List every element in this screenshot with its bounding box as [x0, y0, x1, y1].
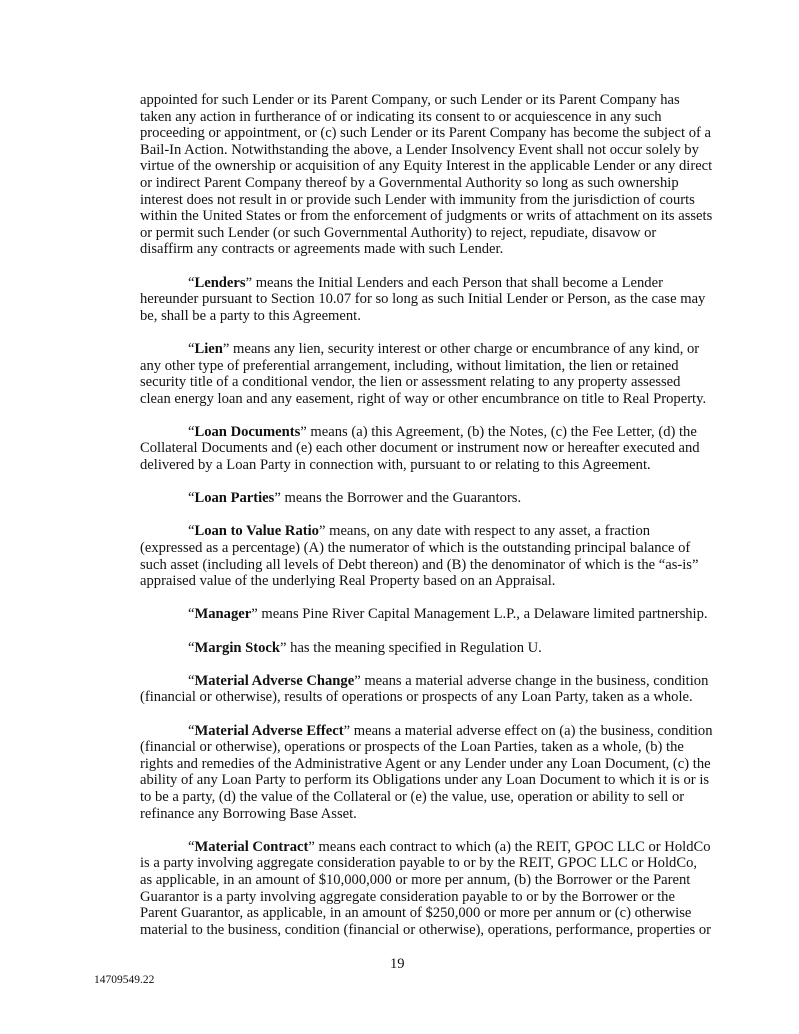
definition-text: ” means any lien, security interest or other charge or encumbrance of any kind, or: [222, 340, 700, 357]
definition-text: ” means (a) this Agreement, (b) the Notes, (c) the Fee Letter, (d) the: [300, 423, 697, 440]
text-line: Bail-In Action. Notwithstanding the above, a Lender Insolvency Event shall not occur solely by: [140, 141, 699, 158]
definition-first-line: [140, 673, 712, 690]
defined-term: Lenders: [194, 274, 246, 291]
definition-paragraph: [140, 424, 712, 474]
open-quote: “: [188, 639, 195, 656]
defined-term: Manager: [194, 606, 252, 623]
page-number: 19: [390, 956, 405, 972]
definition-first-line: [140, 275, 712, 292]
open-quote: “: [188, 423, 195, 440]
text-line: hereunder pursuant to Section 10.07 for so long as such Initial Lender or Person, as the case may: [140, 291, 706, 308]
text-line: or indirect Parent Company thereof by a Governmental Authority so long as such ownership: [140, 174, 679, 191]
text-line: appointed for such Lender or its Parent Company, or such Lender or its Parent Company has: [140, 92, 680, 108]
text-line: rights and remedies of the Administrative Agent or any Lender under any Loan Document, (c) the: [140, 755, 711, 772]
text-line: is a party involving aggregate consideration payable to or by the REIT, GPOC LLC or HoldCo,: [140, 855, 698, 872]
definition-first-line: [140, 839, 712, 856]
text-line: disaffirm any contracts or agreements made with such Lender.: [140, 241, 504, 258]
defined-term: Material Contract: [194, 838, 309, 855]
defined-term: Margin Stock: [194, 639, 281, 656]
text-line: delivered by a Loan Party in connection with, pursuant to or relating to this Agreement.: [140, 457, 651, 474]
defined-term: Material Adverse Change: [194, 672, 355, 689]
defined-term: Material Adverse Effect: [194, 722, 344, 739]
definition-first-line: [140, 490, 712, 507]
definition-text: ” means a material adverse effect on (a) the business, condition: [343, 722, 713, 739]
definition-text: ” means the Initial Lenders and each Person that shall become a Lender: [245, 274, 663, 291]
text-line: taken any action in furtherance of or indicating its consent to or acquiescence in any such: [140, 108, 662, 125]
definition-paragraph: [140, 341, 712, 407]
open-quote: “: [188, 490, 195, 507]
document-body: [140, 92, 712, 955]
open-quote: “: [188, 838, 195, 855]
text-line: Collateral Documents and (e) each other document or instrument now or hereafter executed and: [140, 440, 700, 457]
text-line: virtue of the ownership or acquisition of any Equity Interest in the applicable Lender or any direct: [140, 158, 713, 175]
definition-paragraph: [140, 606, 712, 623]
text-line: proceeding or appointment, or (c) such Lender or its Parent Company has become the subject of a: [140, 125, 712, 142]
text-line: any other type of preferential arrangement, including, without limitation, the lien or retained: [140, 357, 679, 374]
definition-first-line: [140, 606, 712, 623]
definition-first-line: [140, 424, 712, 441]
open-quote: “: [188, 672, 195, 689]
text-line: Parent Guarantor, as applicable, in an amount of $250,000 or more per annum or (c) otherwise: [140, 905, 692, 922]
definition-paragraph: [140, 490, 712, 507]
open-quote: “: [188, 523, 195, 540]
text-line: security title of a conditional vendor, the lien or assessment relating to any property assessed: [140, 374, 681, 391]
defined-term: Lien: [194, 340, 223, 357]
text-line: appraised value of the underlying Real Property based on an Appraisal.: [140, 573, 556, 590]
definition-paragraph: [140, 723, 712, 823]
definition-text: ” means each contract to which (a) the REIT, GPOC LLC or HoldCo: [308, 838, 711, 855]
open-quote: “: [188, 340, 195, 357]
text-line: Guarantor is a party involving aggregate consideration payable to or by the Borrower or the: [140, 888, 675, 905]
defined-term: Loan to Value Ratio: [194, 523, 319, 540]
text-line: interest does not result in or provide such Lender with immunity from the jurisdiction of courts: [140, 191, 695, 208]
definition-text: ” means a material adverse change in the business, condition: [354, 672, 709, 689]
definition-paragraph: [140, 523, 712, 589]
text-line: (financial or otherwise), results of operations or prospects of any Loan Party, taken as a whole.: [140, 689, 693, 706]
defined-term: Loan Documents: [194, 423, 301, 440]
open-quote: “: [188, 606, 195, 623]
definition-text: ” means Pine River Capital Management L.P., a Delaware limited partnership.: [251, 606, 708, 623]
text-line: such asset (including all levels of Debt thereon) and (B) the denominator of which is the “as-is”: [140, 556, 699, 573]
definition-text: ” has the meaning specified in Regulation U.: [280, 639, 542, 656]
definition-first-line: [140, 640, 712, 657]
text-line: be, shall be a party to this Agreement.: [140, 307, 361, 324]
text-line: within the United States or from the enforcement of judgments or writs of attachment on its assets: [140, 208, 713, 225]
text-line: ability of any Loan Party to perform its Obligations under any Loan Document to which it is or is: [140, 772, 710, 789]
text-line: (expressed as a percentage) (A) the numerator of which is the outstanding principal balance of: [140, 540, 691, 557]
continuation-paragraph: [140, 92, 712, 258]
open-quote: “: [188, 722, 195, 739]
text-line: or permit such Lender (or such Governmental Authority) to reject, repudiate, disavow or: [140, 224, 657, 241]
definition-first-line: [140, 523, 712, 540]
definition-first-line: [140, 341, 712, 358]
text-line: refinance any Borrowing Base Asset.: [140, 805, 357, 822]
definition-paragraph: [140, 640, 712, 657]
definition-paragraph: [140, 673, 712, 706]
definition-text: ” means the Borrower and the Guarantors.: [274, 490, 522, 507]
text-line: material to the business, condition (financial or otherwise), operations, performance, properties or: [140, 921, 711, 938]
definition-first-line: [140, 723, 712, 740]
open-quote: “: [188, 274, 195, 291]
defined-term: Loan Parties: [194, 490, 275, 507]
text-line: clean energy loan and any easement, right of way or other encumbrance on title to Real Property.: [140, 390, 707, 407]
text-line: (financial or otherwise), operations or prospects of the Loan Parties, taken as a whole, (b) the: [140, 739, 684, 756]
text-line: to be a party, (d) the value of the Collateral or (e) the value, use, operation or ability to sell or: [140, 788, 685, 805]
definition-text: ” means, on any date with respect to any asset, a fraction: [318, 523, 651, 540]
document-id: 14709549.22: [94, 974, 155, 986]
definition-paragraph: [140, 839, 712, 939]
text-line: as applicable, in an amount of $10,000,000 or more per annum, (b) the Borrower or the Parent: [140, 871, 691, 888]
definition-paragraph: [140, 275, 712, 325]
